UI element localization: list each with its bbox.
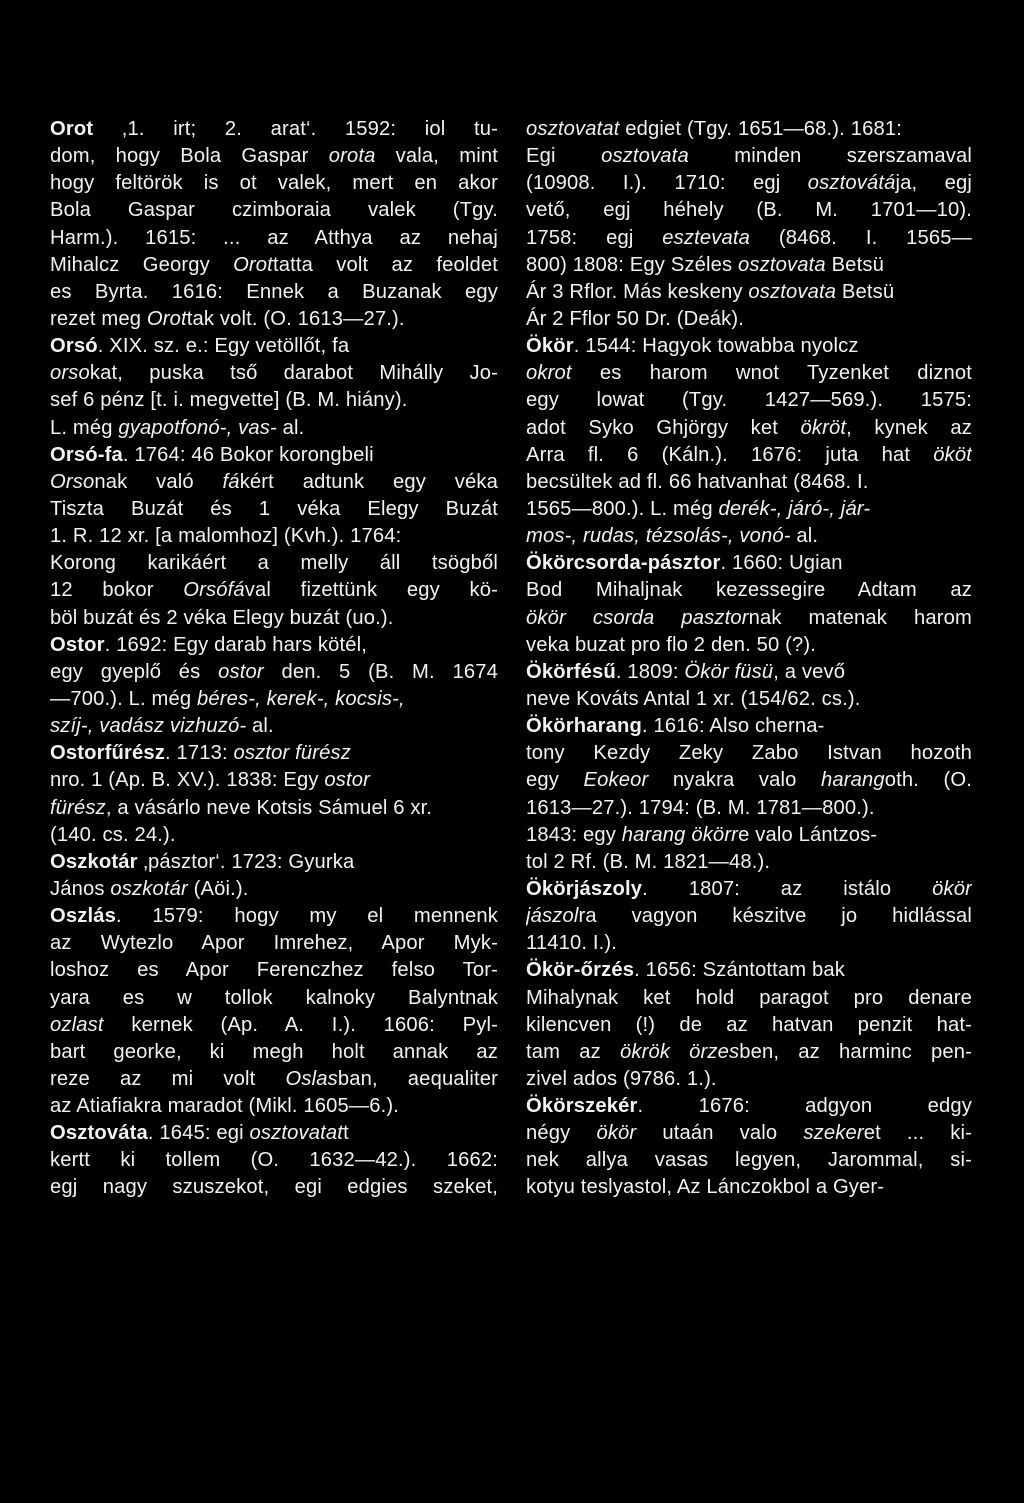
right-column-line <box>526 849 972 876</box>
line-text: Mihalynak ket hold paragot pro denare <box>526 986 972 1009</box>
italic-term: osztovata <box>601 145 689 168</box>
line-text: t <box>343 1122 349 1145</box>
line-text: Betsü <box>836 280 895 303</box>
line-text: , a vásárlo neve Kotsis Sámuel 6 xr. <box>105 796 433 819</box>
italic-term: osztor fürész <box>233 742 352 765</box>
left-column-line <box>50 740 498 767</box>
headword: Osztováta <box>50 1122 148 1145</box>
italic-term: fürész <box>50 796 106 819</box>
italic-term: osztovatat <box>526 118 620 140</box>
line-text: Bod Mihaljnak kezessegire Adtam az <box>526 579 972 602</box>
left-column-line <box>50 1120 498 1147</box>
right-column-line <box>526 1039 972 1066</box>
italic-term: Eokeor <box>583 769 649 792</box>
headword: Ökör-őrzés <box>526 959 635 982</box>
right-column-line <box>526 387 972 414</box>
right-column-line <box>526 767 972 794</box>
italic-term: oszkotár <box>110 877 188 900</box>
line-text: kat, puska tső darabot Mihálly Jo- <box>89 362 498 385</box>
italic-term: ökör <box>932 877 972 900</box>
left-column-line <box>50 306 498 333</box>
line-text: egj nagy szuszekot, egi edgies szeket, <box>50 1176 498 1199</box>
left-column-line <box>50 496 498 523</box>
line-text: egy <box>526 769 584 792</box>
line-text: . 1713: <box>164 742 234 765</box>
line-text: Tiszta Buzát és 1 véka Elegy Buzát <box>50 497 498 520</box>
line-text: Ár 3 Rflor. Más keskeny <box>526 280 749 303</box>
left-column-line <box>50 577 498 604</box>
left-column-line <box>50 170 498 197</box>
line-text: . 1656: Szántottam bak <box>634 959 845 982</box>
line-text: 800) 1808: Egy Széles <box>526 253 739 276</box>
italic-term: harang <box>820 769 885 792</box>
line-text: e valo Lántzos- <box>738 823 878 846</box>
line-text: . 1764: 46 Bokor korongbeli <box>122 443 374 466</box>
line-text: dom, hogy Bola Gaspar <box>50 145 329 168</box>
line-text: L. még <box>50 416 119 439</box>
italic-term: fá <box>222 470 240 493</box>
line-text: oth. (O. <box>884 769 972 792</box>
line-text: . 1660: Ugian <box>720 552 843 575</box>
line-text: neve Kováts Antal 1 xr. (154/62. cs.). <box>526 687 861 710</box>
line-text: . 1645: egi <box>147 1122 250 1145</box>
left-column-line <box>50 686 498 713</box>
right-column-line <box>526 252 972 279</box>
right-column-line <box>526 306 972 333</box>
right-column-line <box>526 957 972 984</box>
italic-term: Orot <box>146 307 187 330</box>
line-text: rezet meg <box>50 307 147 330</box>
right-column-line <box>526 469 972 496</box>
line-text: egy lowat (Tgy. 1427—569.). 1575: <box>526 389 972 412</box>
line-text: Egi <box>526 145 602 168</box>
left-column-line <box>50 225 498 252</box>
italic-term: osztovatat <box>249 1122 344 1145</box>
left-text-column <box>50 116 498 1202</box>
right-column-line <box>526 170 972 197</box>
left-column-line <box>50 415 498 442</box>
line-text: . 1692: Egy darab hars kötél, <box>104 633 368 656</box>
line-text: bart georke, ki megh holt annak az <box>50 1040 498 1063</box>
line-text: vala, mint <box>375 145 498 168</box>
line-text: tak volt. (O. 1613—27.). <box>186 307 405 330</box>
italic-term: mos-, rudas, tézsolás-, vonó- <box>526 525 791 548</box>
line-text: kotyu teslyastol, Az Lánczokbol a Gyer- <box>526 1176 885 1199</box>
left-column-line <box>50 442 498 469</box>
italic-term: esztevata <box>662 226 751 249</box>
line-text: loshoz es Apor Ferenczhez felso Tor- <box>50 959 498 982</box>
left-column-line <box>50 1039 498 1066</box>
right-column-line <box>526 713 972 740</box>
right-column-line <box>526 686 972 713</box>
line-text: edgiet (Tgy. 1651—68.). 1681: <box>619 118 902 140</box>
right-column-line <box>526 496 972 523</box>
left-column-line <box>50 1012 498 1039</box>
left-column-line <box>50 930 498 957</box>
left-column-line <box>50 849 498 876</box>
left-column-line <box>50 903 498 930</box>
italic-term: szeker <box>803 1122 864 1145</box>
line-text: Mihalcz Georgy <box>50 253 234 276</box>
italic-term: harang ökörr <box>621 823 739 846</box>
line-text: János <box>50 877 111 900</box>
right-column-line <box>526 605 972 632</box>
italic-term: Orso <box>50 470 95 493</box>
left-column-line <box>50 360 498 387</box>
line-text: Korong karikáért a melly áll tsögből <box>50 552 498 575</box>
line-text: . 1544: Hagyok towabba nyolcz <box>573 335 859 358</box>
line-text: . 1676: adgyon edgy <box>637 1095 972 1118</box>
line-text: ben, az harminc pen- <box>739 1040 972 1063</box>
headword: Ökörjászoly <box>526 877 643 900</box>
headword: Ökör <box>526 335 574 358</box>
right-column-line <box>526 442 972 469</box>
right-column-line <box>526 1066 972 1093</box>
right-column-line <box>526 225 972 252</box>
italic-term: osztovata <box>738 253 826 276</box>
line-text: . XIX. sz. e.: Egy vetöllőt, fa <box>97 335 350 358</box>
italic-term: ökrök örzes <box>619 1040 740 1063</box>
line-text: négy <box>526 1122 597 1145</box>
line-text: ban, aequaliter <box>337 1067 498 1090</box>
left-column-line <box>50 333 498 360</box>
italic-term: ökröt <box>800 416 847 439</box>
right-column-line <box>526 659 972 686</box>
line-text: . 1807: az istálo <box>642 877 933 900</box>
left-column-line <box>50 1093 498 1120</box>
left-column-line <box>50 713 498 740</box>
line-text: zivel ados (9786. 1.). <box>526 1067 717 1090</box>
left-column-line <box>50 523 498 550</box>
right-column-line <box>526 550 972 577</box>
italic-term: béres-, kerek-, kocsis-, <box>197 687 405 710</box>
italic-term: jászol <box>526 905 579 928</box>
right-column-line <box>526 523 972 550</box>
line-text: nak való <box>94 470 223 493</box>
right-column-line <box>526 1093 972 1120</box>
line-text: . 1809: <box>615 660 685 683</box>
left-column-line <box>50 550 498 577</box>
italic-term: ökör <box>596 1122 637 1145</box>
italic-term: Orot <box>233 253 273 276</box>
left-column-line <box>50 143 498 170</box>
italic-term: ozlast <box>50 1013 104 1036</box>
italic-term: orota <box>328 145 376 168</box>
line-text: al. <box>790 525 819 548</box>
right-column-line <box>526 822 972 849</box>
line-text: —700.). L. még <box>50 687 197 710</box>
line-text: , kynek az <box>846 416 972 439</box>
italic-term: derék-, járó-, jár- <box>718 497 871 520</box>
right-column-line <box>526 1174 972 1201</box>
line-text: et ... ki- <box>863 1122 972 1145</box>
italic-term: gyapotfonó-, vas- <box>118 416 277 439</box>
headword: Orsó <box>50 335 98 358</box>
line-text: kilencven (!) de az hatvan penzit hat- <box>526 1013 972 1036</box>
line-text: böl buzát és 2 véka Elegy buzát (uo.). <box>50 606 394 629</box>
line-text: 1. R. 12 xr. [a malomhoz] (Kvh.). 1764: <box>50 525 402 548</box>
right-column-line <box>526 116 972 143</box>
line-text: Harm.). 1615: ... az Atthya az nehaj <box>50 226 498 249</box>
left-column-line <box>50 279 498 306</box>
line-text: 1613—27.). 1794: (B. M. 1781—800.). <box>526 796 875 819</box>
line-text: tol 2 Rf. (B. M. 1821—48.). <box>526 850 771 873</box>
line-text: nak matenak harom <box>748 606 972 629</box>
headword: Orsó-fa <box>50 443 123 466</box>
line-text: al. <box>276 416 305 439</box>
line-text: az Wytezlo Apor Imrehez, Apor Myk- <box>50 932 498 955</box>
left-column-line <box>50 767 498 794</box>
right-column-line <box>526 1120 972 1147</box>
line-text: (140. cs. 24.). <box>50 823 176 846</box>
line-text: kertt ki tollem (O. 1632—42.). 1662: <box>50 1149 498 1172</box>
left-column-line <box>50 197 498 224</box>
line-text: tam az <box>526 1040 620 1063</box>
line-text: 12 bokor <box>50 579 184 602</box>
headword: Ostor <box>50 633 105 656</box>
left-column-line <box>50 469 498 496</box>
italic-term: szíj-, vadász vizhuzó- <box>50 715 247 738</box>
headword: Ökörszekér <box>526 1095 638 1118</box>
left-column-line <box>50 252 498 279</box>
italic-term: Orsófá <box>183 579 245 602</box>
italic-term: Oslas <box>285 1067 338 1090</box>
line-text: yara es w tollok kalnoky Balyntnak <box>50 986 498 1009</box>
line-text: (8468. I. 1565— <box>750 226 972 249</box>
right-column-line <box>526 632 972 659</box>
line-text: , a vevő <box>773 660 846 683</box>
line-text: . 1616: Also cherna- <box>641 715 825 738</box>
line-text: es Byrta. 1616: Ennek a Buzanak egy <box>50 280 498 303</box>
line-text: reze az mi volt <box>50 1067 286 1090</box>
line-text: . 1579: hogy my el mennenk <box>116 905 498 928</box>
left-column-line <box>50 876 498 903</box>
line-text: den. 5 (B. M. 1674 <box>263 660 498 683</box>
line-text: Betsü <box>825 253 884 276</box>
italic-term: osztovátá <box>807 172 896 195</box>
italic-term: orso <box>50 362 90 385</box>
right-column-line <box>526 985 972 1012</box>
italic-term: ostor <box>324 769 370 792</box>
left-column-line <box>50 387 498 414</box>
right-column-line <box>526 795 972 822</box>
right-column-line <box>526 577 972 604</box>
headword: Ökörharang <box>526 715 642 738</box>
line-text: becsültek ad fl. 66 hatvanhat (8468. I. <box>526 470 869 493</box>
line-text: ‚pásztor‘. 1723: Gyurka <box>137 850 355 873</box>
left-column-line <box>50 822 498 849</box>
line-text: tony Kezdy Zeky Zabo Istvan hozoth <box>526 742 972 765</box>
line-text: nro. 1 (Ap. B. XV.). 1838: Egy <box>50 769 325 792</box>
headword: Ostorfűrész <box>50 742 165 765</box>
italic-term: ököt <box>933 443 972 466</box>
italic-term: ostor <box>218 660 264 683</box>
line-text: ja, egj <box>895 172 972 195</box>
line-text: tatta volt az feoldet <box>272 253 498 276</box>
right-column-line <box>526 930 972 957</box>
headword: Ökörcsorda-pásztor <box>526 552 721 575</box>
line-text: minden szerszamaval <box>688 145 972 168</box>
line-text: (10908. I.). 1710: egj <box>526 172 808 195</box>
headword: Orot <box>50 118 94 140</box>
right-column-line <box>526 903 972 930</box>
headword: Oszkotár <box>50 850 138 873</box>
right-column-line <box>526 197 972 224</box>
line-text: Bola Gaspar czimboraia valek (Tgy. <box>50 199 498 222</box>
left-column-line <box>50 116 498 143</box>
line-text: es harom wnot Tyzenket diznot <box>571 362 972 385</box>
line-text: kernek (Ap. A. I.). 1606: Pyl- <box>103 1013 498 1036</box>
line-text: 11410. I.). <box>526 932 618 955</box>
line-text: adot Syko Ghjörgy ket <box>526 416 801 439</box>
headword: Ökörfésű <box>526 660 616 683</box>
left-column-line <box>50 632 498 659</box>
right-column-line <box>526 333 972 360</box>
line-text: 1843: egy <box>526 823 622 846</box>
right-column-line <box>526 1012 972 1039</box>
right-column-line <box>526 740 972 767</box>
left-column-line <box>50 985 498 1012</box>
line-text: egy gyeplő és <box>50 660 219 683</box>
right-column-line <box>526 360 972 387</box>
line-text: az Atiafiakra maradot (Mikl. 1605—6.). <box>50 1095 400 1118</box>
italic-term: ökör csorda pasztor <box>526 606 749 629</box>
line-text: sef 6 pénz [t. i. megvette] (B. M. hiány). <box>50 389 408 412</box>
line-text: Ár 2 Fflor 50 Dr. (Deák). <box>526 307 745 330</box>
line-text: kért adtunk egy véka <box>239 470 498 493</box>
left-column-line <box>50 957 498 984</box>
line-text: nyakra valo <box>648 769 821 792</box>
line-text: utaán valo <box>636 1122 804 1145</box>
right-column-line <box>526 1147 972 1174</box>
left-column-line <box>50 1066 498 1093</box>
line-text: Arra fl. 6 (Káln.). 1676: juta hat <box>526 443 934 466</box>
left-column-line <box>50 795 498 822</box>
left-column-line <box>50 605 498 632</box>
line-text: ra vagyon készitve jo hidlással <box>578 905 972 928</box>
line-text: (Aöi.). <box>187 877 249 900</box>
line-text: vető, egj héhely (B. M. 1701—10). <box>526 199 972 222</box>
line-text: nek allya vasas legyen, Jarommal, si- <box>526 1149 972 1172</box>
right-text-column <box>526 116 972 1202</box>
italic-term: Ökör füsü <box>684 660 774 683</box>
italic-term: okrot <box>526 362 572 385</box>
line-text: 1565—800.). L. még <box>526 497 719 520</box>
line-text: hogy feltörök is ot valek, mert en akor <box>50 172 498 195</box>
left-column-line <box>50 1147 498 1174</box>
italic-term: osztovata <box>748 280 837 303</box>
right-column-line <box>526 415 972 442</box>
left-column-line <box>50 659 498 686</box>
right-column-line <box>526 279 972 306</box>
line-text: 1758: egj <box>526 226 663 249</box>
right-column-line <box>526 143 972 170</box>
line-text: al. <box>246 715 274 738</box>
right-column-line <box>526 876 972 903</box>
line-text: ,1. irt; 2. arat‘. 1592: iol tu- <box>93 118 498 140</box>
line-text: veka buzat pro flo 2 den. 50 (?). <box>526 633 816 656</box>
headword: Oszlás <box>50 905 116 928</box>
left-column-line <box>50 1174 498 1201</box>
line-text: val fizettünk egy kö- <box>244 579 498 602</box>
